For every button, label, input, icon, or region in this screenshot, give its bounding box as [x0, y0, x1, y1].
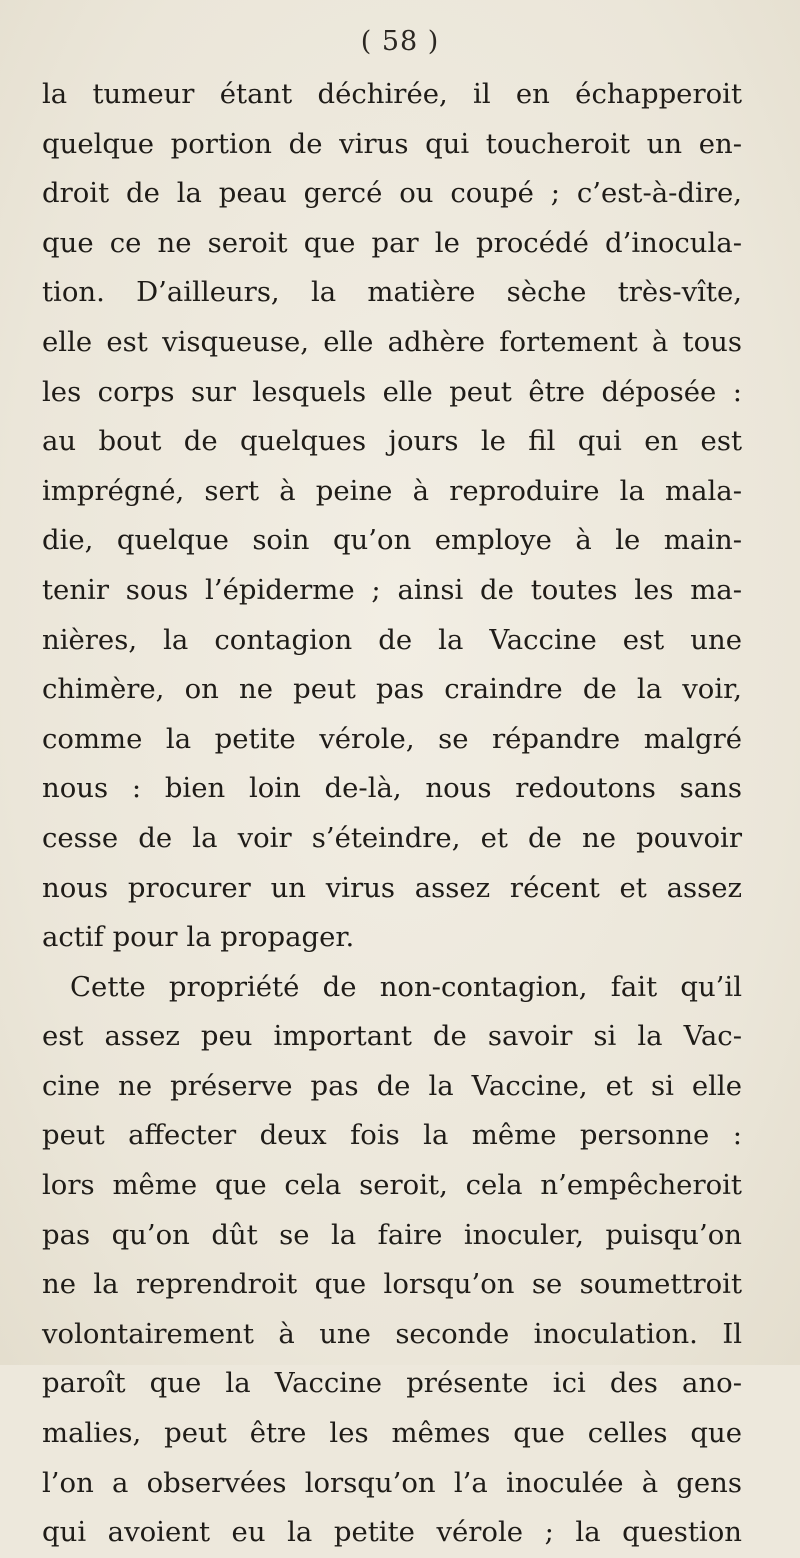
text-line: chimère, on ne peut pas craindre de la voir,: [42, 673, 742, 706]
text-line: tion. D’ailleurs, la matière sèche très-vîte,: [42, 276, 742, 309]
paragraph-end-line: actif pour la propager.: [42, 921, 355, 954]
text-line: cine ne préserve pas de la Vaccine, et si elle: [42, 1069, 742, 1102]
text-line: droit de la peau gercé ou coupé ; c’est-à-dire,: [42, 177, 742, 210]
text-line: lors même que cela seroit, cela n’empêcheroit: [42, 1169, 742, 1202]
text-line: que ce ne seroit que par le procédé d’inocula-: [42, 226, 742, 259]
text-line: paroît que la Vaccine présente ici des ano-: [42, 1367, 742, 1400]
paragraph-start-line: Cette propriété de non-contagion, fait qu’il: [70, 970, 742, 1003]
text-line: qui avoient eu la petite vérole ; la question: [42, 1516, 742, 1549]
text-line: die, quelque soin qu’on employe à le main-: [42, 524, 742, 557]
text-line: nous procurer un virus assez récent et assez: [42, 871, 742, 904]
text-line: l’on a observées lorsqu’on l’a inoculée à gens: [42, 1466, 742, 1499]
text-line: les corps sur lesquels elle peut être déposée :: [42, 375, 742, 408]
text-body: [42, 70, 742, 1558]
text-line: malies, peut être les mêmes que celles que: [42, 1417, 742, 1450]
page-number: ( 58 ): [360, 26, 440, 57]
text-line: ne la reprendroit que lorsqu’on se soumettroit: [42, 1268, 742, 1301]
text-line: nières, la contagion de la Vaccine est une: [42, 623, 742, 656]
text-line: tenir sous l’épiderme ; ainsi de toutes les ma-: [42, 573, 742, 606]
text-line: volontairement à une seconde inoculation. Il: [42, 1317, 742, 1350]
text-line: quelque portion de virus qui toucheroit un en-: [42, 127, 742, 160]
text-line: comme la petite vérole, se répandre malgré: [42, 722, 742, 755]
text-line: peut affecter deux fois la même personne :: [42, 1119, 742, 1152]
text-line: elle est visqueuse, elle adhère fortement à tous: [42, 325, 742, 358]
text-line: est assez peu important de savoir si la Vac-: [42, 1020, 742, 1053]
text-line: imprégné, sert à peine à reproduire la mala-: [42, 474, 742, 507]
text-line: cesse de la voir s’éteindre, et de ne pouvoir: [42, 821, 742, 854]
text-line: la tumeur étant déchirée, il en échapperoit: [42, 78, 742, 110]
text-line: au bout de quelques jours le fil qui en est: [42, 425, 742, 458]
text-line: pas qu’on dût se la faire inoculer, puisqu’on: [42, 1218, 742, 1251]
text-line: nous : bien loin de-là, nous redoutons sans: [42, 772, 742, 805]
